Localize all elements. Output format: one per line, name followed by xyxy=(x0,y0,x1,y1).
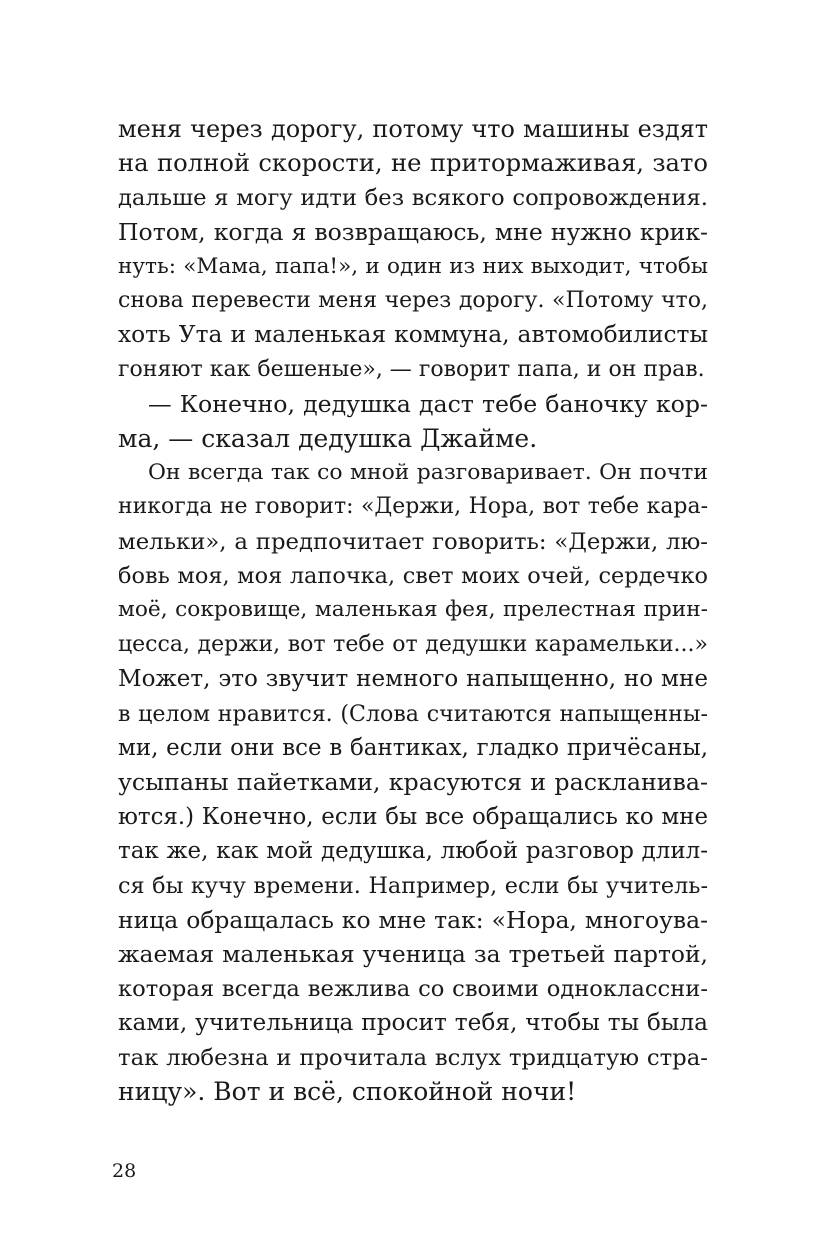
text-line: так любезна и прочитала вслух тридцатую стра- xyxy=(118,1044,708,1071)
text-line: усыпаны пайетками, красуются и раскланива- xyxy=(118,768,708,797)
text-line: мельки», а предпочитает говорить: «Держи, лю- xyxy=(118,528,708,555)
text-line: ся бы кучу времени. Например, если бы учитель- xyxy=(118,872,708,899)
text-line: Он всегда так со мной разговаривает. Он почти xyxy=(148,459,708,485)
text-line: которая всегда вежлива со своими одноклассни- xyxy=(118,975,708,1002)
body-text xyxy=(118,112,708,1109)
text-line: на полной скорости, не притормаживая, зато xyxy=(118,148,708,178)
text-line: ницу». Вот и всё, спокойной ночи! xyxy=(118,1076,577,1106)
text-line: бовь моя, моя лапочка, свет моих очей, сердечко xyxy=(118,563,708,590)
text-line: ками, учительница просит тебя, чтобы ты была xyxy=(118,1009,708,1037)
text-line: хоть Ута и маленькая коммуна, автомобилисты xyxy=(118,321,708,349)
text-line: жаемая маленькая ученица за третьей партой, xyxy=(118,940,708,969)
text-line: меня через дорогу, потому что машины ездят xyxy=(118,115,708,143)
text-line: ми, если они все в бантиках, гладко причёсаны, xyxy=(118,735,708,762)
page-number: 28 xyxy=(112,1160,137,1182)
text-line: моё, сокровище, маленькая фея, прелестная прин- xyxy=(118,597,708,623)
text-line: ница обращалась ко мне так: «Нора, многоува- xyxy=(118,905,708,934)
text-line: ма, — сказал дедушка Джайме. xyxy=(118,423,538,453)
text-line: Может, это звучит немного напыщенно, но мне xyxy=(118,666,708,693)
text-line: никогда не говорит: «Держи, Нора, вот тебе кара- xyxy=(118,494,708,520)
text-line: гоняют как бешеные», — говорит папа, и он прав. xyxy=(118,356,705,382)
text-line: Потом, когда я возвращаюсь, мне нужно крик- xyxy=(118,218,708,247)
text-line: ются.) Конечно, если бы все обращались ко мне xyxy=(118,803,708,830)
text-line: — Конечно, дедушка даст тебе баночку кор- xyxy=(148,390,708,419)
text-line: в целом нравится. (Слова считаются напыщенны- xyxy=(118,700,708,727)
text-line: так же, как мой дедушка, любой разговор длил- xyxy=(118,838,708,865)
text-line: снова перевести меня через дорогу. «Потому что, xyxy=(118,287,708,313)
text-line: цесса, держи, вот тебе от дедушки карамельки...» xyxy=(118,631,708,657)
text-line: нуть: «Мама, папа!», и один из них выходит, чтобы xyxy=(118,253,708,279)
text-line: дальше я могу идти без всякого сопровождения. xyxy=(118,184,708,211)
